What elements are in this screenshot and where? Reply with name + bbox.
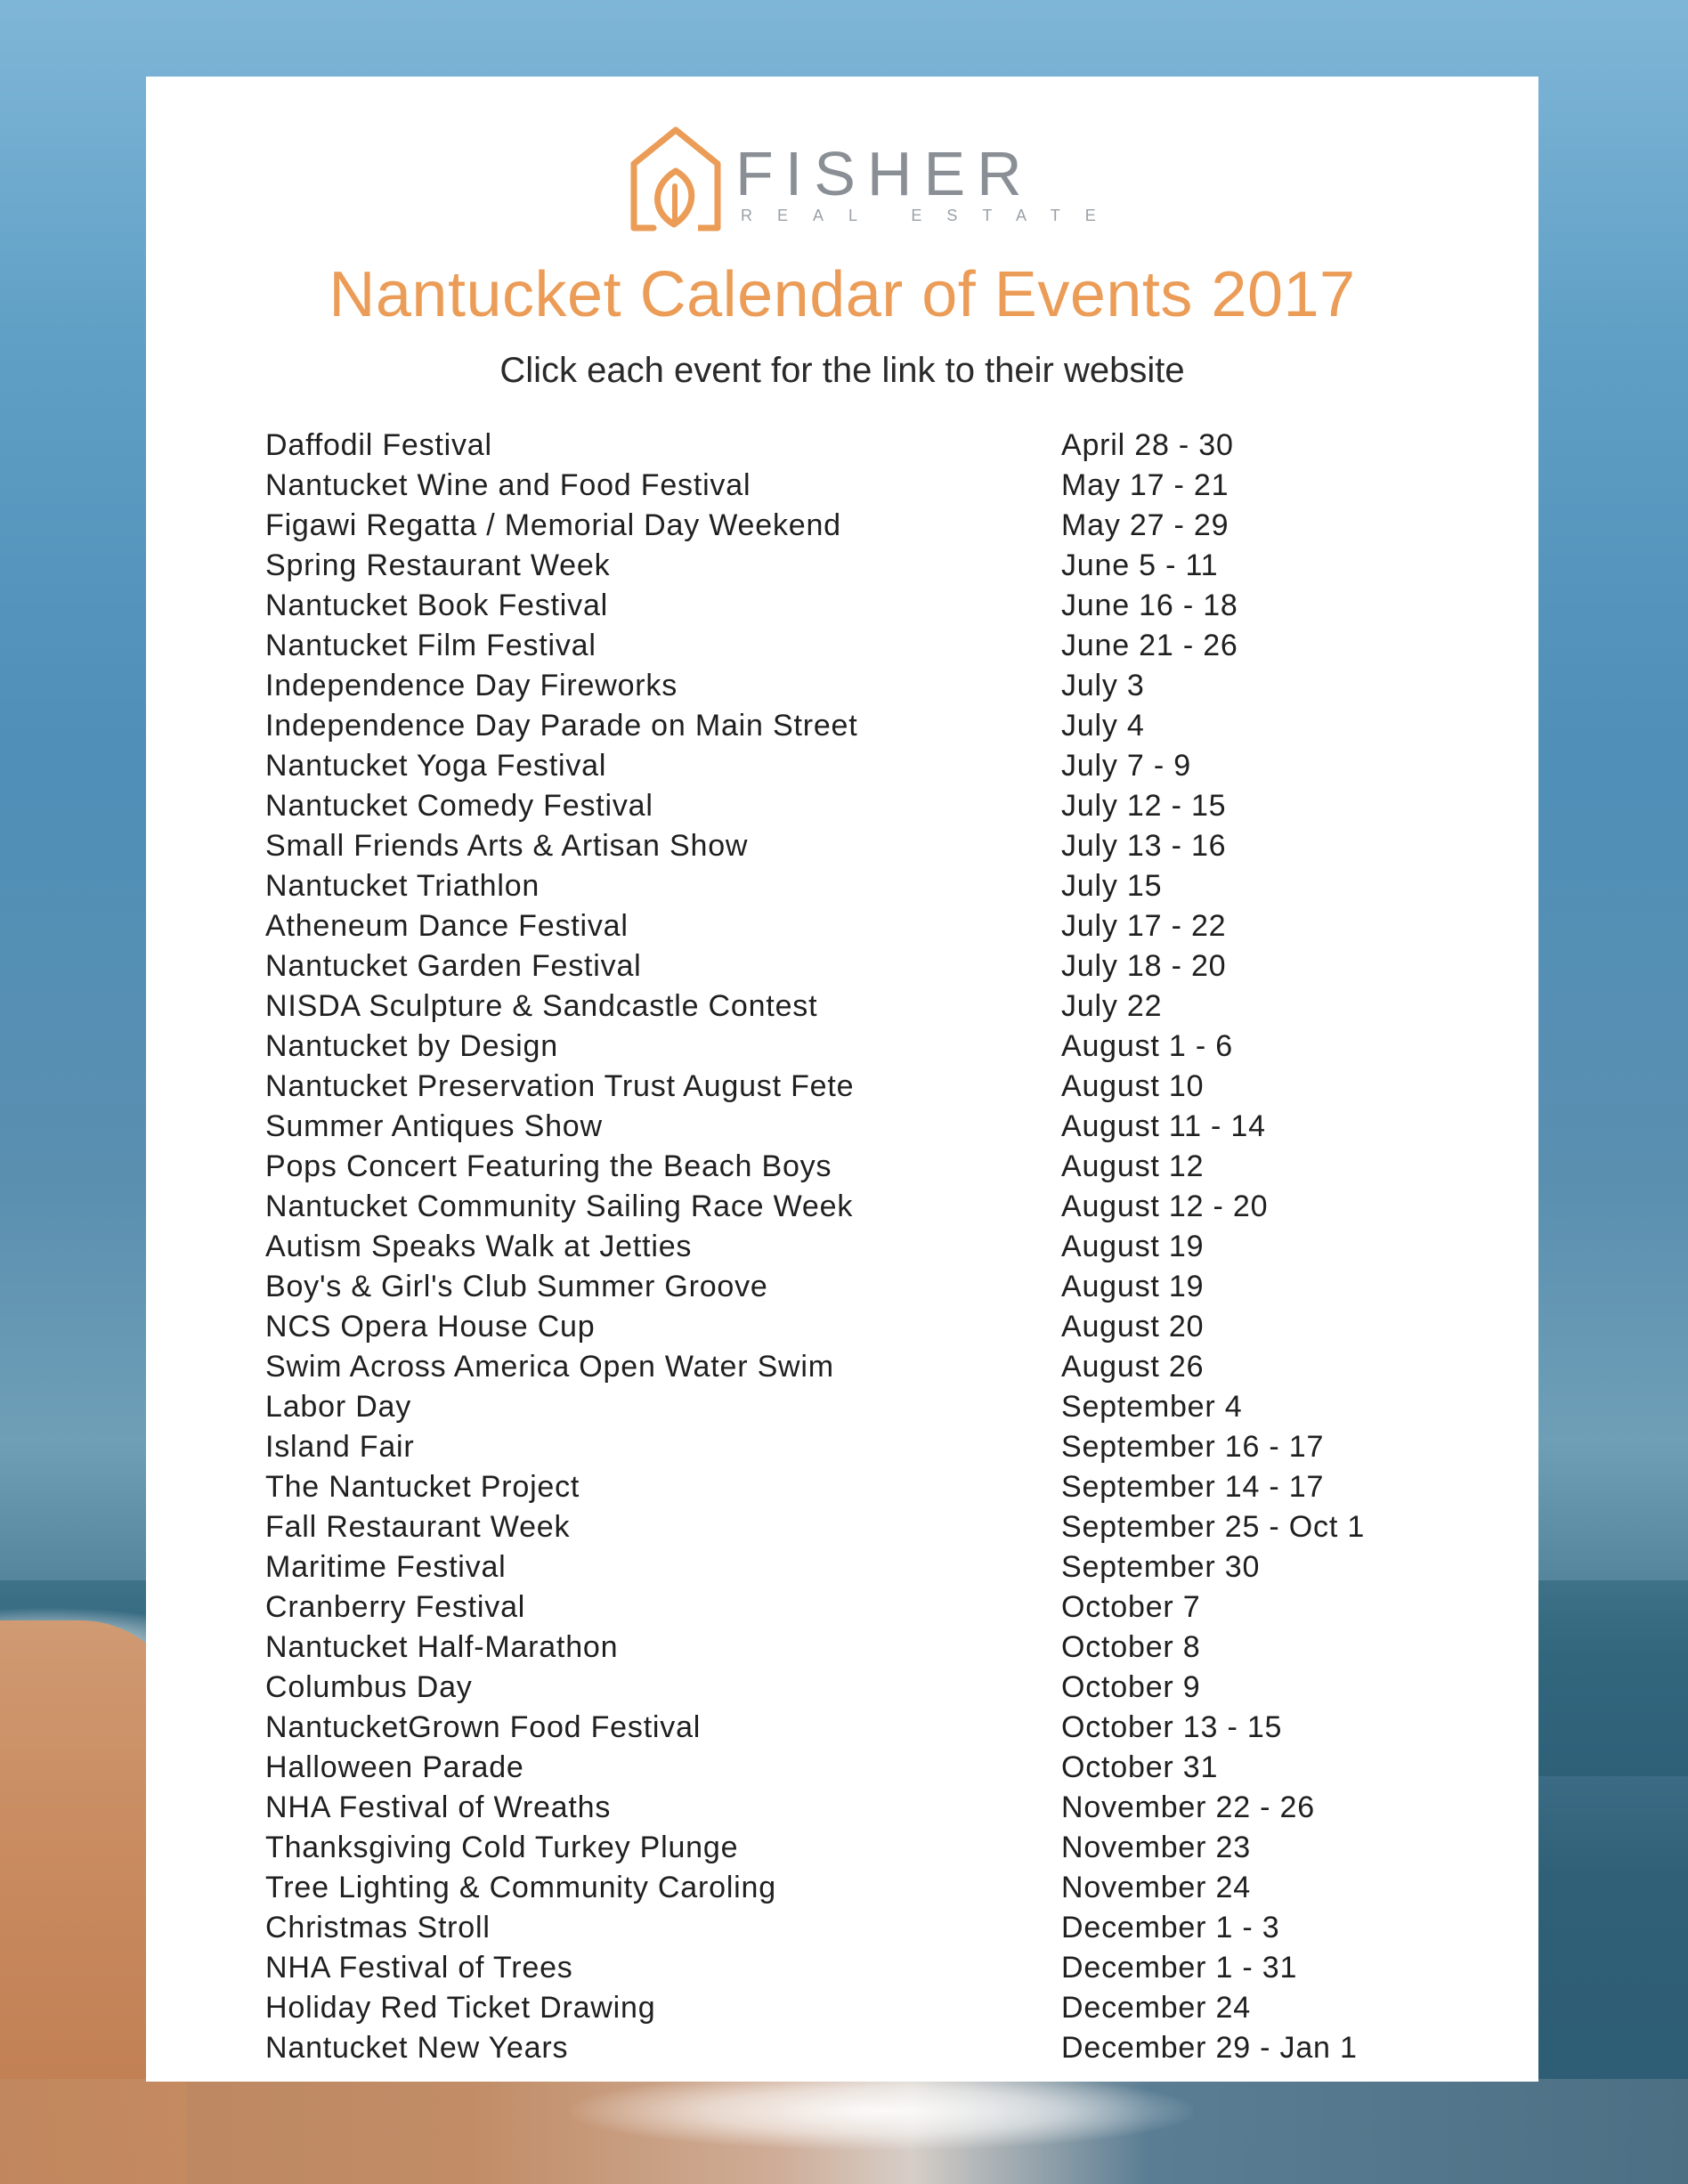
event-name-link[interactable]	[265, 1347, 834, 1387]
event-date: December 29 - Jan 1	[1061, 2031, 1358, 2065]
event-name-link[interactable]	[265, 1107, 603, 1147]
event-date: August 20	[1061, 1310, 1205, 1344]
event-link[interactable]: Island Fair	[265, 1430, 415, 1464]
event-row	[265, 666, 1476, 706]
event-name-link[interactable]	[265, 1868, 776, 1908]
event-name-link[interactable]	[265, 1427, 415, 1467]
event-name-link[interactable]	[265, 666, 678, 706]
event-name-link[interactable]	[265, 1748, 524, 1788]
event-name-link[interactable]	[265, 1668, 473, 1708]
event-date: September 14 - 17	[1061, 1470, 1325, 1504]
event-row	[265, 506, 1476, 546]
calendar-card	[146, 77, 1538, 2082]
event-date: May 17 - 21	[1061, 468, 1229, 502]
event-name-link[interactable]	[265, 1187, 853, 1227]
page-title: Nantucket Calendar of Events 2017	[329, 259, 1356, 330]
event-date: July 7 - 9	[1061, 749, 1191, 783]
event-name-link[interactable]	[265, 1788, 611, 1828]
event-row	[265, 1467, 1476, 1507]
event-row	[265, 1107, 1476, 1147]
event-row	[265, 1587, 1476, 1628]
event-row	[265, 746, 1476, 786]
event-link[interactable]: Nantucket Preservation Trust August Fete	[265, 1069, 855, 1103]
event-date: December 24	[1061, 1991, 1251, 2025]
event-name-link[interactable]	[265, 1628, 618, 1668]
event-name-link[interactable]	[265, 1467, 580, 1507]
event-date: December 1 - 3	[1061, 1911, 1280, 1944]
event-name-link[interactable]	[265, 1507, 570, 1547]
event-link[interactable]: Christmas Stroll	[265, 1911, 491, 1944]
brand-logo	[627, 123, 1125, 239]
event-date: December 1 - 31	[1061, 1951, 1298, 1985]
house-leaf-icon	[627, 123, 725, 239]
event-link[interactable]: Cranberry Festival	[265, 1590, 526, 1624]
event-name-link[interactable]	[265, 1988, 655, 2028]
event-date: July 22	[1061, 989, 1163, 1023]
event-row	[265, 1908, 1476, 1948]
event-name-link[interactable]	[265, 506, 841, 546]
event-row	[265, 426, 1476, 466]
event-date: September 25 - Oct 1	[1061, 1510, 1366, 1544]
event-date: July 13 - 16	[1061, 829, 1227, 863]
event-link[interactable]: Nantucket Triathlon	[265, 869, 540, 903]
event-link[interactable]: Independence Day Parade on Main Street	[265, 709, 858, 743]
event-name-link[interactable]	[265, 626, 596, 666]
event-name-link[interactable]	[265, 1067, 854, 1107]
bottom-foam	[570, 2079, 1193, 2150]
event-row	[265, 1227, 1476, 1267]
event-link[interactable]: Halloween Parade	[265, 1750, 524, 1784]
event-date: August 12 - 20	[1061, 1189, 1269, 1223]
event-row	[265, 1828, 1476, 1868]
event-link[interactable]: Independence Day Fireworks	[265, 669, 678, 702]
event-row	[265, 1748, 1476, 1788]
event-row	[265, 466, 1476, 506]
event-name-link[interactable]	[265, 546, 610, 586]
event-name-link[interactable]	[265, 2028, 568, 2068]
event-date: September 16 - 17	[1061, 1430, 1325, 1464]
events-list	[265, 426, 1476, 2068]
event-name-link[interactable]	[265, 1307, 595, 1347]
event-row	[265, 1427, 1476, 1467]
event-date: October 9	[1061, 1670, 1201, 1704]
event-row	[265, 1868, 1476, 1908]
event-date: October 13 - 15	[1061, 1710, 1283, 1744]
event-name-link[interactable]	[265, 1908, 491, 1948]
event-row	[265, 1187, 1476, 1227]
event-row	[265, 1507, 1476, 1547]
event-link[interactable]: Columbus Day	[265, 1670, 473, 1704]
event-date: July 12 - 15	[1061, 789, 1227, 823]
event-date: May 27 - 29	[1061, 508, 1229, 542]
event-date: August 12	[1061, 1149, 1205, 1183]
event-row	[265, 2028, 1476, 2068]
event-date: October 7	[1061, 1590, 1201, 1624]
event-row	[265, 1267, 1476, 1307]
event-row	[265, 706, 1476, 746]
event-date: June 5 - 11	[1061, 548, 1219, 582]
event-link[interactable]: NHA Festival of Wreaths	[265, 1790, 612, 1824]
event-name-link[interactable]	[265, 1027, 558, 1067]
event-row	[265, 986, 1476, 1027]
event-name-link[interactable]	[265, 426, 492, 466]
event-date: July 17 - 22	[1061, 909, 1227, 943]
event-link[interactable]: NCS Opera House Cup	[265, 1310, 596, 1344]
event-link[interactable]: Autism Speaks Walk at Jetties	[265, 1230, 693, 1263]
event-link[interactable]: Holiday Red Ticket Drawing	[265, 1991, 656, 2025]
event-name-link[interactable]	[265, 826, 748, 866]
event-link[interactable]: Nantucket New Years	[265, 2031, 569, 2065]
event-name-link[interactable]	[265, 1547, 507, 1587]
event-name-link[interactable]	[265, 866, 540, 906]
event-link[interactable]: Swim Across America Open Water Swim	[265, 1350, 834, 1384]
page-subtitle: Click each event for the link to their website	[499, 351, 1185, 390]
event-row	[265, 1668, 1476, 1708]
event-date: August 10	[1061, 1069, 1205, 1103]
event-row	[265, 1387, 1476, 1427]
event-row	[265, 626, 1476, 666]
event-row	[265, 586, 1476, 626]
event-name-link[interactable]	[265, 1828, 738, 1868]
event-row	[265, 826, 1476, 866]
event-date: July 3	[1061, 669, 1145, 702]
event-link[interactable]: NISDA Sculpture & Sandcastle Contest	[265, 989, 818, 1023]
event-row	[265, 1628, 1476, 1668]
event-name-link[interactable]	[265, 1267, 768, 1307]
event-row	[265, 1307, 1476, 1347]
event-row	[265, 1988, 1476, 2028]
event-link[interactable]: Thanksgiving Cold Turkey Plunge	[265, 1831, 739, 1864]
event-link[interactable]: Nantucket Half-Marathon	[265, 1630, 619, 1664]
event-link[interactable]: Nantucket Yoga Festival	[265, 749, 607, 783]
event-link[interactable]: Nantucket Wine and Food Festival	[265, 468, 751, 502]
event-link[interactable]: Labor Day	[265, 1390, 412, 1424]
event-link[interactable]: Summer Antiques Show	[265, 1109, 603, 1143]
event-row	[265, 946, 1476, 986]
event-date: June 21 - 26	[1061, 629, 1238, 662]
event-link[interactable]: Atheneum Dance Festival	[265, 909, 629, 943]
event-date: November 23	[1061, 1831, 1251, 1864]
event-link[interactable]: NHA Festival of Trees	[265, 1951, 573, 1985]
event-date: November 22 - 26	[1061, 1790, 1315, 1824]
event-date: September 30	[1061, 1550, 1261, 1584]
event-name-link[interactable]	[265, 946, 642, 986]
event-name-link[interactable]	[265, 746, 606, 786]
event-date: July 18 - 20	[1061, 949, 1227, 983]
event-row	[265, 1027, 1476, 1067]
event-name-link[interactable]	[265, 1587, 525, 1628]
event-link[interactable]: Figawi Regatta / Memorial Day Weekend	[265, 508, 841, 542]
logo-main-text: FISHER	[735, 139, 1034, 208]
event-name-link[interactable]	[265, 1387, 411, 1427]
event-date: July 15	[1061, 869, 1163, 903]
event-link[interactable]: The Nantucket Project	[265, 1470, 580, 1504]
event-row	[265, 866, 1476, 906]
event-date: October 31	[1061, 1750, 1219, 1784]
event-row	[265, 1547, 1476, 1587]
event-link[interactable]: Daffodil Festival	[265, 428, 492, 462]
event-date: November 24	[1061, 1871, 1251, 1904]
event-row	[265, 786, 1476, 826]
event-link[interactable]: Spring Restaurant Week	[265, 548, 611, 582]
event-link[interactable]: Small Friends Arts & Artisan Show	[265, 829, 749, 863]
event-row	[265, 1067, 1476, 1107]
event-name-link[interactable]	[265, 586, 608, 626]
event-date: August 19	[1061, 1270, 1205, 1303]
event-name-link[interactable]	[265, 786, 653, 826]
event-link[interactable]: Maritime Festival	[265, 1550, 507, 1584]
event-name-link[interactable]	[265, 906, 629, 946]
logo-subtext: REAL ESTATE	[741, 207, 1121, 224]
event-link[interactable]: Nantucket Community Sailing Race Week	[265, 1189, 854, 1223]
event-row	[265, 546, 1476, 586]
event-date: August 19	[1061, 1230, 1205, 1263]
event-name-link[interactable]	[265, 986, 817, 1027]
event-date: October 8	[1061, 1630, 1201, 1664]
event-date: August 11 - 14	[1061, 1109, 1266, 1143]
event-name-link[interactable]	[265, 1708, 701, 1748]
event-name-link[interactable]	[265, 1948, 573, 1988]
event-row	[265, 1708, 1476, 1748]
event-name-link[interactable]	[265, 1227, 692, 1267]
event-link[interactable]: Nantucket Book Festival	[265, 589, 609, 622]
event-row	[265, 906, 1476, 946]
event-date: June 16 - 18	[1061, 589, 1238, 622]
event-link[interactable]: Nantucket Garden Festival	[265, 949, 642, 983]
event-row	[265, 1948, 1476, 1988]
event-date: August 26	[1061, 1350, 1205, 1384]
event-name-link[interactable]	[265, 1147, 832, 1187]
event-link[interactable]: Boy's & Girl's Club Summer Groove	[265, 1270, 768, 1303]
event-name-link[interactable]	[265, 706, 858, 746]
event-date: July 4	[1061, 709, 1145, 743]
event-row	[265, 1347, 1476, 1387]
event-name-link[interactable]	[265, 466, 751, 506]
event-link[interactable]: Nantucket by Design	[265, 1029, 558, 1063]
event-date: August 1 - 6	[1061, 1029, 1233, 1063]
event-row	[265, 1788, 1476, 1828]
event-link[interactable]: Nantucket Comedy Festival	[265, 789, 653, 823]
event-link[interactable]: Tree Lighting & Community Caroling	[265, 1871, 776, 1904]
event-row	[265, 1147, 1476, 1187]
event-link[interactable]: Fall Restaurant Week	[265, 1510, 571, 1544]
logo-wordmark	[735, 139, 1121, 231]
event-date: April 28 - 30	[1061, 428, 1234, 462]
event-date: September 4	[1061, 1390, 1243, 1424]
event-link[interactable]: Pops Concert Featuring the Beach Boys	[265, 1149, 832, 1183]
event-link[interactable]: NantucketGrown Food Festival	[265, 1710, 702, 1744]
event-link[interactable]: Nantucket Film Festival	[265, 629, 596, 662]
